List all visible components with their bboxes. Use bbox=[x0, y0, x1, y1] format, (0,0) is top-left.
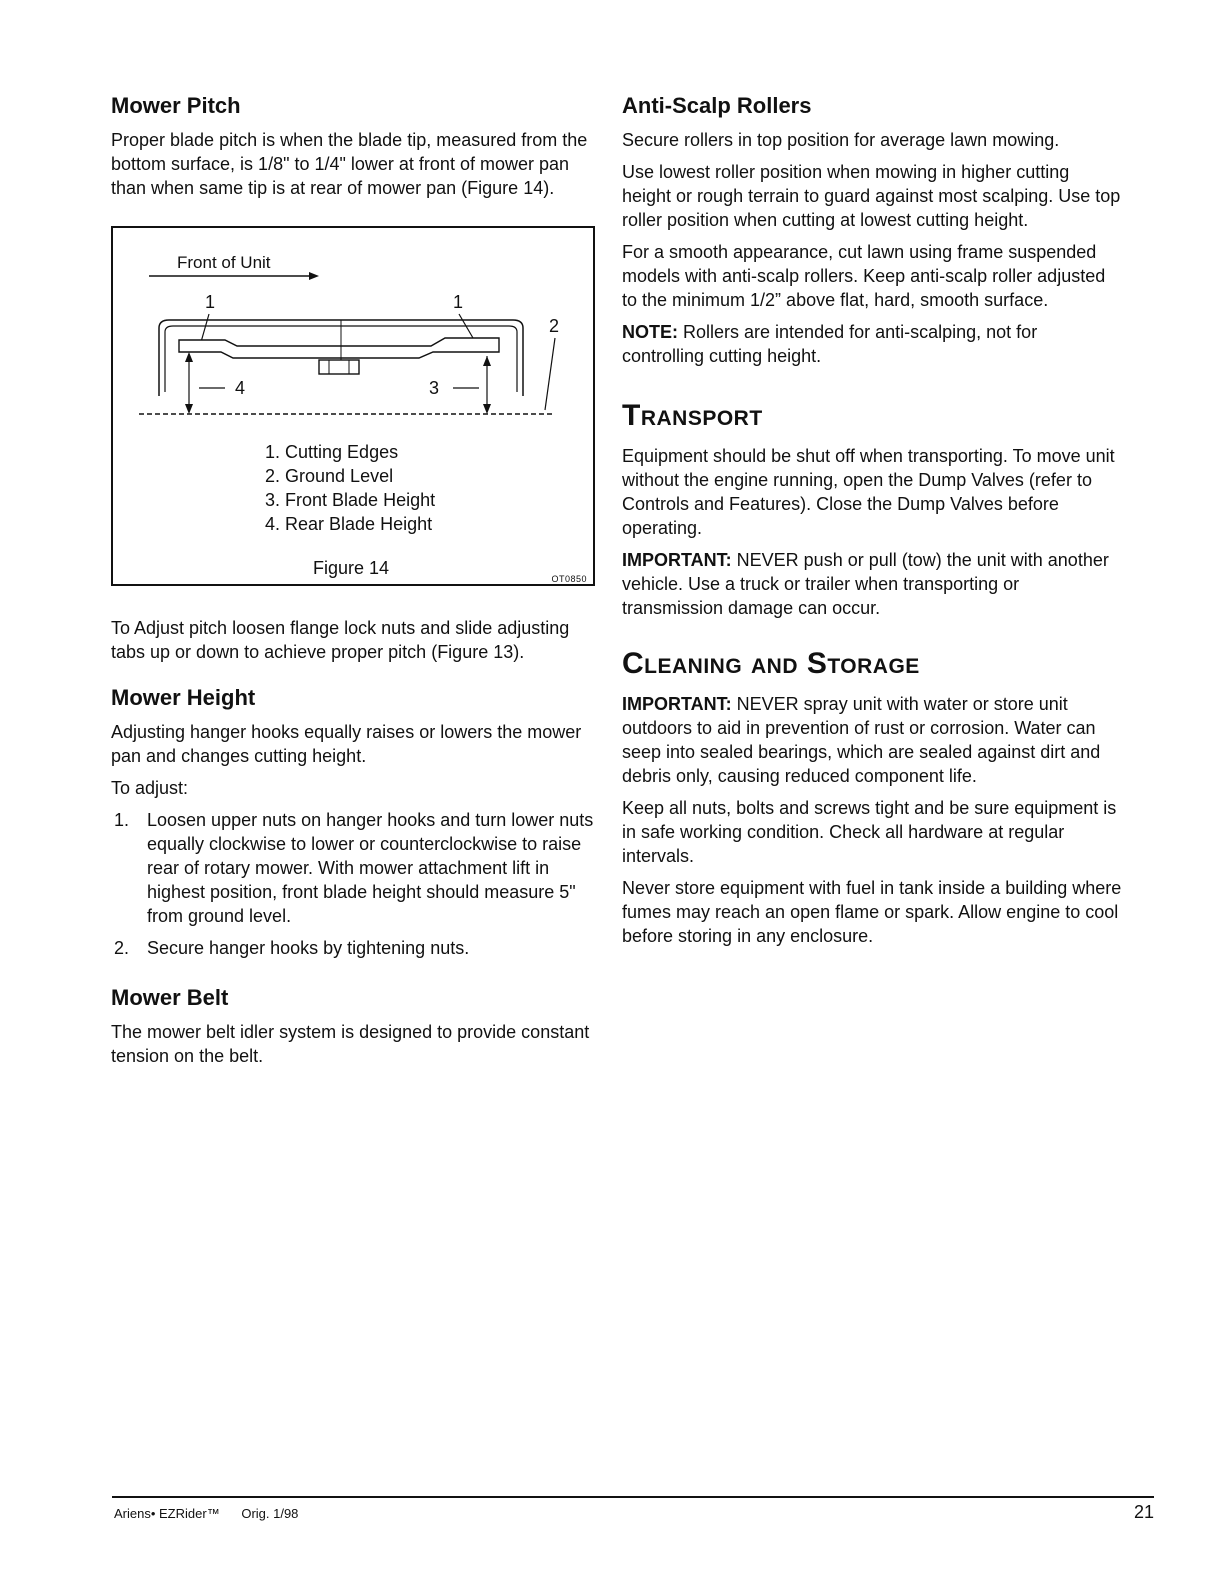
step-number: 1. bbox=[114, 810, 130, 830]
important-text: NEVER push or pull (tow) the unit with another vehicle. Use a truck or trailer when transporting or transmission damage can occur. bbox=[622, 550, 1109, 618]
footer-rule bbox=[112, 1496, 1154, 1498]
important-text: NEVER spray unit with water or store unit outdoors to aid in prevention of rust or corrosion. Water can seep into sealed bearings, which are sealed against dirt and debris only, causing reduced component life. bbox=[622, 694, 1101, 786]
list-item bbox=[111, 936, 603, 960]
callout-4: 4 bbox=[235, 378, 246, 398]
footer-brand: Ariens• EZRider™ bbox=[114, 1506, 220, 1521]
footer-left bbox=[114, 1506, 316, 1521]
mower-belt-heading: Mower Belt bbox=[111, 985, 229, 1010]
mower-height-paragraph: Adjusting hanger hooks equally raises or lowers the mower pan and changes cutting height. bbox=[111, 722, 582, 766]
transport-paragraph: Equipment should be shut off when transporting. To move unit without the engine running, open the Dump Valves (refer to Controls and Features). Close the Dump Valves before operating. bbox=[622, 446, 1115, 538]
center-nut bbox=[319, 360, 359, 374]
footer-orig: Orig. 1/98 bbox=[241, 1506, 299, 1521]
transport-important bbox=[622, 548, 1122, 620]
cleaning-paragraph-3: Never store equipment with fuel in tank inside a building where fumes may reach an open flame or spark. Allow engine to cool before storing in any enclosure. bbox=[622, 878, 1122, 946]
list-item bbox=[111, 808, 603, 928]
figure-14 bbox=[111, 226, 595, 586]
front-arrow-head bbox=[309, 272, 319, 280]
figure-caption: Figure 14 bbox=[313, 558, 390, 578]
important-label: IMPORTANT: bbox=[622, 550, 732, 570]
callout-3: 3 bbox=[429, 378, 440, 398]
anti-scalp-paragraph-3: For a smooth appearance, cut lawn using frame suspended models with anti-scalp rollers. Keep anti-scalp roller adjusted to the minimum 1/2” above flat, hard, smooth surface. bbox=[622, 242, 1106, 310]
adjust-steps bbox=[111, 808, 603, 960]
anti-scalp-paragraph-2: Use lowest roller position when mowing in higher cutting height or rough terrain to guard against most scalping. Use top roller position when cutting at lowest cutting height. bbox=[622, 162, 1121, 230]
step-number: 2. bbox=[114, 938, 130, 958]
figure-code: OT0850 bbox=[551, 574, 587, 584]
cleaning-paragraph-2: Keep all nuts, bolts and screws tight and be sure equipment is in safe working condition. Check all hardware at regular intervals. bbox=[622, 798, 1117, 866]
cleaning-important bbox=[622, 692, 1122, 788]
mower-height-heading: Mower Height bbox=[111, 685, 256, 710]
note-text: Rollers are intended for anti-scalping, not for controlling cutting height. bbox=[622, 322, 1038, 366]
callout-1-right: 1 bbox=[453, 292, 464, 312]
note-label: NOTE: bbox=[622, 322, 678, 342]
step-text: Loosen upper nuts on hanger hooks and turn lower nuts equally clockwise to lower or counterclockwise to raise rear of rotary mower. With mower attachment lift in highest position, front blade height should measure 5" from ground level. bbox=[147, 810, 594, 926]
left-column bbox=[111, 92, 603, 1076]
anti-scalp-heading: Anti-Scalp Rollers bbox=[622, 93, 812, 118]
mower-pitch-heading: Mower Pitch bbox=[111, 93, 241, 118]
blade bbox=[179, 338, 499, 358]
callout-2: 2 bbox=[549, 316, 560, 336]
figure-legend bbox=[265, 440, 435, 536]
transport-heading: Transport bbox=[622, 399, 763, 432]
cleaning-storage-heading: Cleaning and Storage bbox=[622, 647, 920, 680]
step-text: Secure hanger hooks by tightening nuts. bbox=[147, 938, 470, 958]
legend-item: 4. Rear Blade Height bbox=[265, 514, 433, 534]
callout-1-left: 1 bbox=[205, 292, 216, 312]
page-number: 21 bbox=[1133, 1502, 1154, 1522]
mower-pitch-paragraph: Proper blade pitch is when the blade tip, measured from the bottom surface, is 1/8" to 1/4" lower at front of mower pan than when same tip is at rear of mower pan (Figure 14). bbox=[111, 130, 588, 198]
legend-item: 1. Cutting Edges bbox=[265, 442, 399, 462]
anti-scalp-note bbox=[622, 320, 1122, 368]
right-column bbox=[622, 92, 1122, 956]
important-label: IMPORTANT: bbox=[622, 694, 732, 714]
front-of-unit-label: Front of Unit bbox=[177, 253, 271, 272]
adjust-pitch-paragraph: To Adjust pitch loosen flange lock nuts and slide adjusting tabs up or down to achieve proper pitch (Figure 13). bbox=[111, 618, 570, 662]
legend-item: 3. Front Blade Height bbox=[265, 490, 436, 510]
legend-item: 2. Ground Level bbox=[265, 466, 394, 486]
to-adjust-label: To adjust: bbox=[111, 778, 189, 798]
mower-belt-paragraph: The mower belt idler system is designed to provide constant tension on the belt. bbox=[111, 1022, 590, 1066]
anti-scalp-paragraph-1: Secure rollers in top position for average lawn mowing. bbox=[622, 130, 1060, 150]
